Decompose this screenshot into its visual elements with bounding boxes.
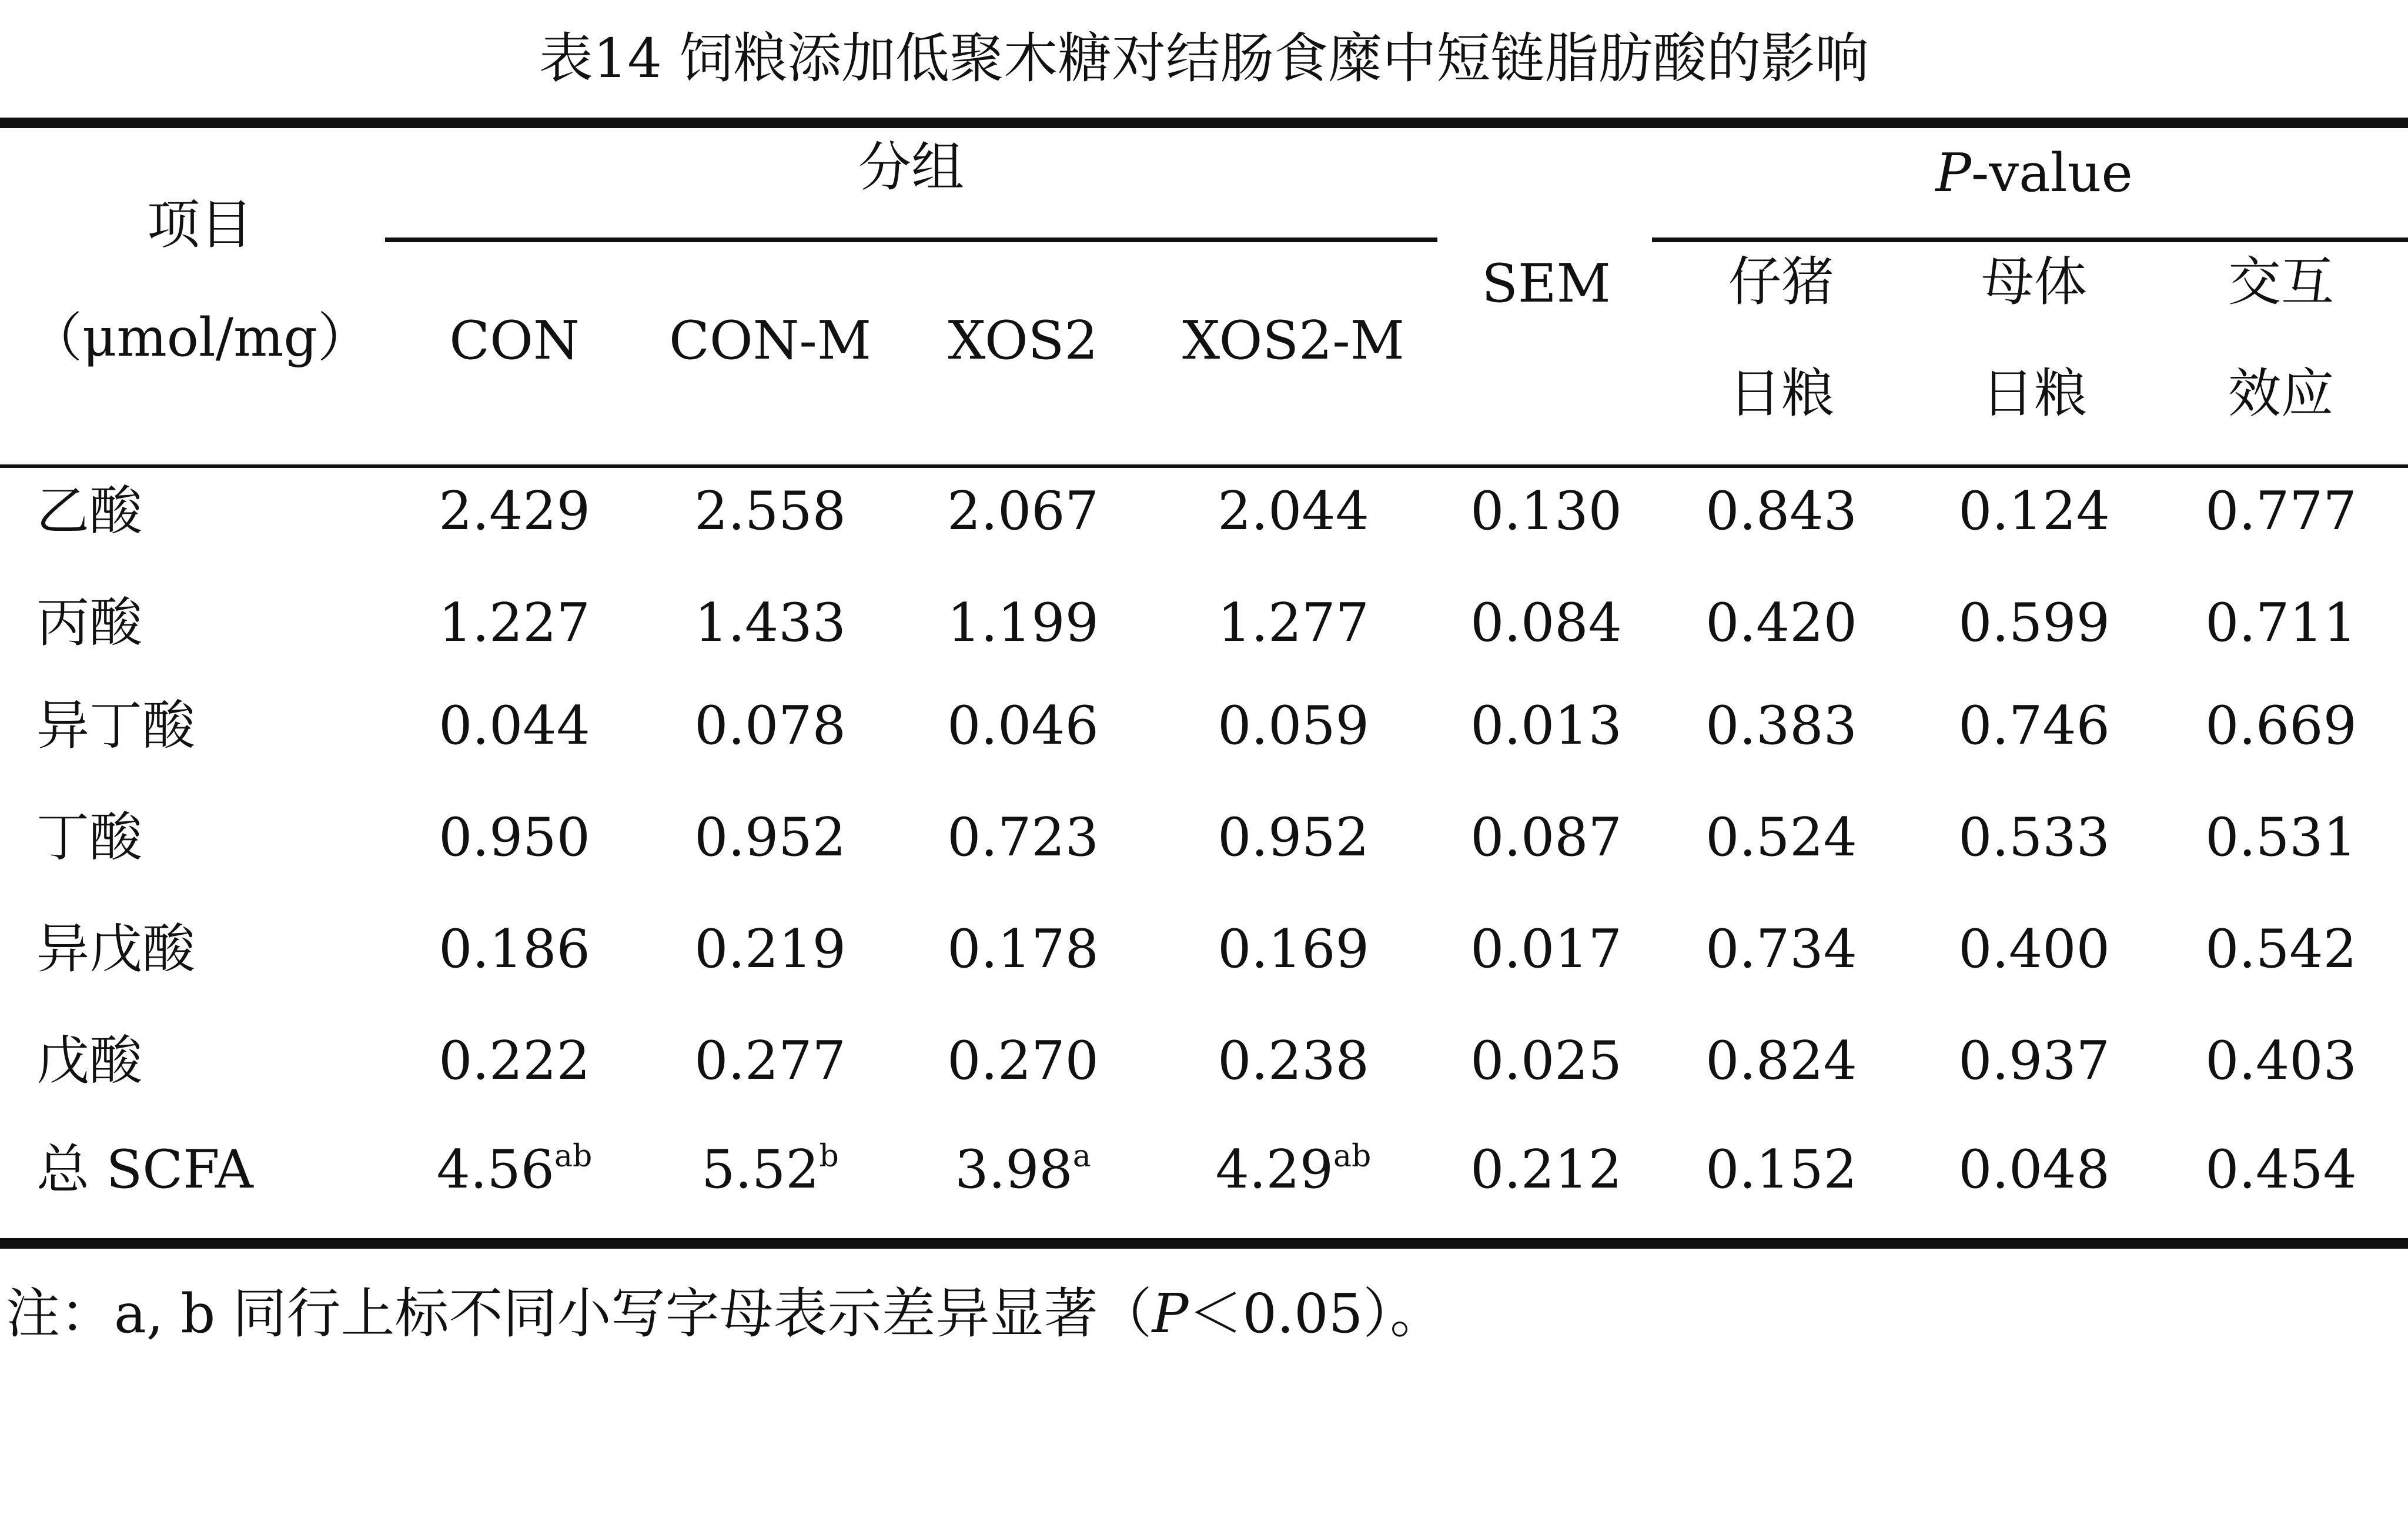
cell-number: 0.952 [1218,807,1369,868]
pvalue-cell: 0.454 [2205,1139,2357,1200]
cell-number: 0.059 [1218,695,1369,757]
cell-number: 0.277 [694,1030,846,1092]
pvalue-cell: 0.400 [1958,918,2110,980]
header-bottom-rule [0,464,2408,468]
sem-cell: 0.087 [1470,807,1622,868]
table-cell-value [1149,917,1437,982]
cell-number: 0.044 [439,695,590,757]
table-cell-value [1149,591,1437,656]
group-col-header: CON [449,310,580,372]
pvalue-cell: 0.843 [1705,480,1857,542]
row-label: 丁酸 [36,807,142,868]
table-cell-value [1149,1029,1437,1093]
sem-cell: 0.017 [1470,918,1622,980]
sem-cell: 0.025 [1470,1030,1622,1092]
table-cell-value [385,694,644,758]
note-prefix: 注：a, b 同行上标不同小写字母表示差异显著（ [6,1282,1152,1345]
cell-number: 2.429 [439,480,590,542]
pvalue-header [1658,141,2408,206]
table-cell-value [897,1029,1149,1093]
table-cell-value [385,479,644,544]
cell-number: 1.227 [439,592,590,654]
pvalue-rest: -value [1971,142,2133,204]
pvalue-cell: 0.599 [1958,592,2110,654]
row-label: 异丁酸 [36,695,195,757]
pvalue-cell: 0.542 [2205,918,2357,980]
cell-number: 2.558 [694,480,846,542]
cell-number: 0.270 [947,1030,1099,1092]
table-cell-value [897,1138,1149,1202]
pvalue-cell: 0.383 [1705,695,1857,757]
pvalue-cell: 0.531 [2205,807,2357,868]
table-cell-value [897,917,1149,982]
row-label: 丙酸 [36,592,142,654]
cell-number: 1.277 [1218,592,1369,654]
pvalue-cell: 0.524 [1705,807,1857,868]
table-cell-value [385,917,644,982]
cell-number: 0.178 [947,918,1099,980]
table-cell-value [644,917,897,982]
cell-number: 0.222 [439,1030,590,1092]
cell-number: 0.219 [694,918,846,980]
pvalue-cell: 0.669 [2205,695,2357,757]
pvalue-cell: 0.533 [1958,807,2110,868]
significance-superscript: ab [554,1139,593,1174]
table-cell-value [897,694,1149,758]
pvalue-cell: 0.734 [1705,918,1857,980]
table-cell-value [1149,1138,1437,1202]
pvalue-cell: 0.048 [1958,1139,2110,1200]
table-cell-value [644,694,897,758]
significance-superscript: a [1072,1139,1091,1174]
pvalue-col-header-line2: 日粮 [1981,363,2087,424]
sem-cell: 0.013 [1470,695,1622,757]
cell-number: 3.98 [955,1139,1073,1200]
cell-number: 1.199 [947,592,1099,654]
note-suffix: ＜0.05）。 [1188,1282,1444,1345]
table-cell-value [897,479,1149,544]
significance-superscript: ab [1333,1139,1372,1174]
group-col-header: CON-M [669,310,871,372]
pvalue-col-header-line1: 仔猪 [1728,251,1834,313]
pvalue-cell: 0.403 [2205,1030,2357,1092]
pvalue-cell: 0.711 [2205,592,2357,654]
cell-number: 2.044 [1218,480,1369,542]
table-cell-value [897,591,1149,656]
table-bottom-rule [0,1238,2408,1249]
pvalue-cell: 0.746 [1958,695,2110,757]
cell-number: 0.950 [439,807,590,868]
table-top-rule [0,118,2408,128]
table-cell-value [644,1138,897,1202]
pvalue-cell: 0.777 [2205,480,2357,542]
table-cell-value [644,1029,897,1093]
sem-cell: 0.212 [1470,1139,1622,1200]
row-label: 乙酸 [36,480,142,542]
cell-number: 2.067 [947,480,1099,542]
table-cell-value [1149,805,1437,870]
group-col-header: XOS2 [948,310,1098,372]
pvalue-cell: 0.152 [1705,1139,1857,1200]
table-note [6,1279,1444,1349]
item-header: 项目 [147,194,253,256]
unit-header: （μmol/mg） [29,307,371,369]
cell-number: 0.723 [947,807,1099,868]
row-label: 异戊酸 [36,918,195,980]
table-cell-value [385,1138,644,1202]
table-cell-value [644,479,897,544]
cell-number: 0.238 [1218,1030,1369,1092]
pvalue-col-header-line1: 母体 [1981,251,2087,313]
sem-cell: 0.084 [1470,592,1622,654]
pvalue-p: P [1935,142,1971,204]
table-cell-value [897,805,1149,870]
cell-number: 5.52 [701,1139,820,1200]
cell-number: 4.29 [1215,1139,1334,1200]
row-label: 总 SCFA [36,1139,253,1200]
cell-number: 0.952 [694,807,846,868]
cell-number: 1.433 [694,592,846,654]
pvalue-col-header-line2: 日粮 [1728,363,1834,424]
table-cell-value [385,591,644,656]
table-cell-value [644,805,897,870]
cell-number: 0.169 [1218,918,1369,980]
group-col-header: XOS2-M [1182,310,1404,372]
table-cell-value [644,591,897,656]
pvalue-cell: 0.124 [1958,480,2110,542]
group-subrule [385,238,1437,242]
pvalue-col-header-line1: 交互 [2228,251,2334,313]
pvalue-subrule [1652,238,2408,242]
pvalue-cell: 0.824 [1705,1030,1857,1092]
table-cell-value [1149,479,1437,544]
table-cell-value [385,1029,644,1093]
significance-superscript: b [819,1139,839,1174]
sem-cell: 0.130 [1470,480,1622,542]
table-cell-value [1149,694,1437,758]
pvalue-col-header-line2: 效应 [2228,363,2334,424]
cell-number: 0.186 [439,918,590,980]
pvalue-cell: 0.937 [1958,1030,2110,1092]
row-label: 戊酸 [36,1030,142,1092]
group-header: 分组 [858,136,964,198]
note-p: P [1152,1282,1189,1345]
cell-number: 4.56 [436,1139,555,1200]
table-cell-value [385,805,644,870]
cell-number: 0.078 [694,695,846,757]
pvalue-cell: 0.420 [1705,592,1857,654]
cell-number: 0.046 [947,695,1099,757]
sem-header: SEM [1481,253,1611,315]
table-title: 表14 饲粮添加低聚木糖对结肠食糜中短链脂肪酸的影响 [539,27,1869,90]
